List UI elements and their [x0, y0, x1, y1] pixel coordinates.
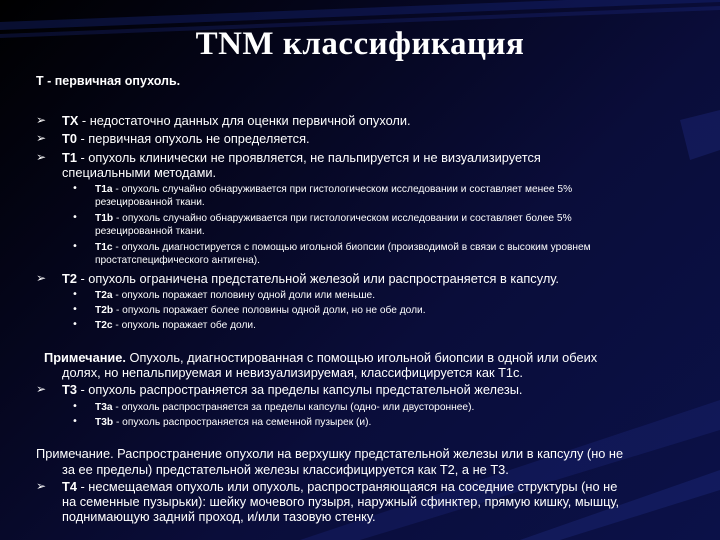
subitem-t1a — [95, 183, 572, 196]
subitem-code: T3a — [95, 402, 113, 413]
subitem-code: T1b — [95, 213, 114, 224]
subitem-t3b — [95, 416, 371, 429]
slide-title: TNM классификация — [195, 26, 525, 62]
note-2-continued: за ее пределы) предстательной железы классифицируется как T2, а не T3. — [62, 462, 509, 477]
subitem-t3a — [95, 401, 474, 414]
arrow-bullet-icon: ➢ — [36, 382, 47, 396]
subitem-text: - опухоль распространяется за пределы капсулы (одно- или двустороннее). — [112, 402, 475, 413]
subitem-t1c — [95, 241, 591, 254]
arrow-bullet-icon: ➢ — [36, 479, 47, 493]
subitem-code: T1c — [95, 242, 113, 253]
subitem-t2b — [95, 304, 426, 317]
bullet-dot-icon: • — [72, 319, 78, 330]
item-text: - первичная опухоль не определяется. — [76, 131, 310, 146]
bullet-dot-icon: • — [72, 401, 78, 412]
item-code: T1 — [62, 150, 77, 165]
item-code: T0 — [62, 131, 77, 146]
item-t1 — [62, 150, 541, 165]
subitem-text: - опухоль поражает обе доли. — [112, 320, 256, 331]
subitem-text: - опухоль случайно обнаруживается при гистологическом исследовании и составляет менее 5% — [112, 184, 573, 195]
subitem-code: T2a — [95, 290, 113, 301]
subitem-text: - опухоль поражает более половины одной доли, но не обе доли. — [113, 305, 426, 316]
item-text: - опухоль ограничена предстательной железой или распространяется в капсулу. — [76, 271, 559, 286]
item-text: - опухоль клинически не проявляется, не пальпируется и не визуализируется — [76, 150, 541, 165]
subitem-t1b-continued: резецированной ткани. — [95, 226, 205, 237]
bullet-dot-icon: • — [72, 289, 78, 300]
subitem-t1a-continued: резецированной ткани. — [95, 197, 205, 208]
note-1-continued: долях, но непальпируемая и невизуализируемая, классифицируется как T1c. — [62, 365, 523, 380]
item-text: - несмещаемая опухоль или опухоль, распространяющаяся на соседние структуры (но не — [76, 479, 618, 494]
subitem-t1b — [95, 212, 572, 225]
item-t4 — [62, 479, 617, 494]
item-code: T2 — [62, 271, 77, 286]
subitem-code: T2b — [95, 305, 114, 316]
item-text: - опухоль распространяется за пределы капсулы предстательной железы. — [76, 382, 523, 397]
bullet-dot-icon: • — [72, 212, 78, 223]
item-t3 — [62, 382, 523, 397]
subitem-code: T1a — [95, 184, 113, 195]
bullet-dot-icon: • — [72, 241, 78, 252]
item-tx — [62, 113, 411, 128]
subitem-text: - опухоль диагностируется с помощью игольной биопсии (производимой в связи с высоким уровнем — [112, 242, 591, 253]
item-code: T3 — [62, 382, 77, 397]
subitem-text: - опухоль случайно обнаруживается при гистологическом исследовании и составляет более 5% — [113, 213, 572, 224]
bullet-dot-icon: • — [72, 416, 78, 427]
subitem-t2a — [95, 289, 375, 302]
item-t4-continued-1: на семенные пузырьки): шейку мочевого пузыря, наружный сфинктер, прямую кишку, мышцу, — [62, 494, 620, 509]
subitem-text: - опухоль распространяется на семенной пузырек (и). — [113, 417, 372, 428]
item-code: T4 — [62, 479, 77, 494]
item-t2 — [62, 271, 559, 286]
item-code: TX — [62, 113, 79, 128]
subitem-t2c — [95, 319, 256, 332]
note-2: Примечание. Распространение опухоли на верхушку предстательной железы или в капсулу (но не — [36, 446, 624, 461]
bullet-dot-icon: • — [72, 304, 78, 315]
subitem-t1c-continued: простатспецифического антигена). — [95, 255, 260, 266]
item-text: - недостаточно данных для оценки первичной опухоли. — [78, 113, 411, 128]
note-1 — [44, 350, 597, 365]
arrow-bullet-icon: ➢ — [36, 271, 47, 285]
bullet-dot-icon: • — [72, 183, 78, 194]
item-t1-continued: специальными методами. — [62, 165, 217, 180]
subitem-text: - опухоль поражает половину одной доли или меньше. — [112, 290, 376, 301]
arrow-bullet-icon: ➢ — [36, 150, 47, 164]
slide-subtitle: Т - первичная опухоль. — [36, 74, 181, 88]
subitem-code: T3b — [95, 417, 114, 428]
arrow-bullet-icon: ➢ — [36, 131, 47, 145]
note-label: Примечание. — [44, 350, 126, 365]
note-text: Опухоль, диагностированная с помощью игольной биопсии в одной или обеих — [125, 350, 598, 365]
arrow-bullet-icon: ➢ — [36, 113, 47, 127]
item-t4-continued-2: поднимающую задний проход, и/или тазовую стенку. — [62, 509, 376, 524]
item-t0 — [62, 131, 310, 146]
subitem-code: T2c — [95, 320, 113, 331]
